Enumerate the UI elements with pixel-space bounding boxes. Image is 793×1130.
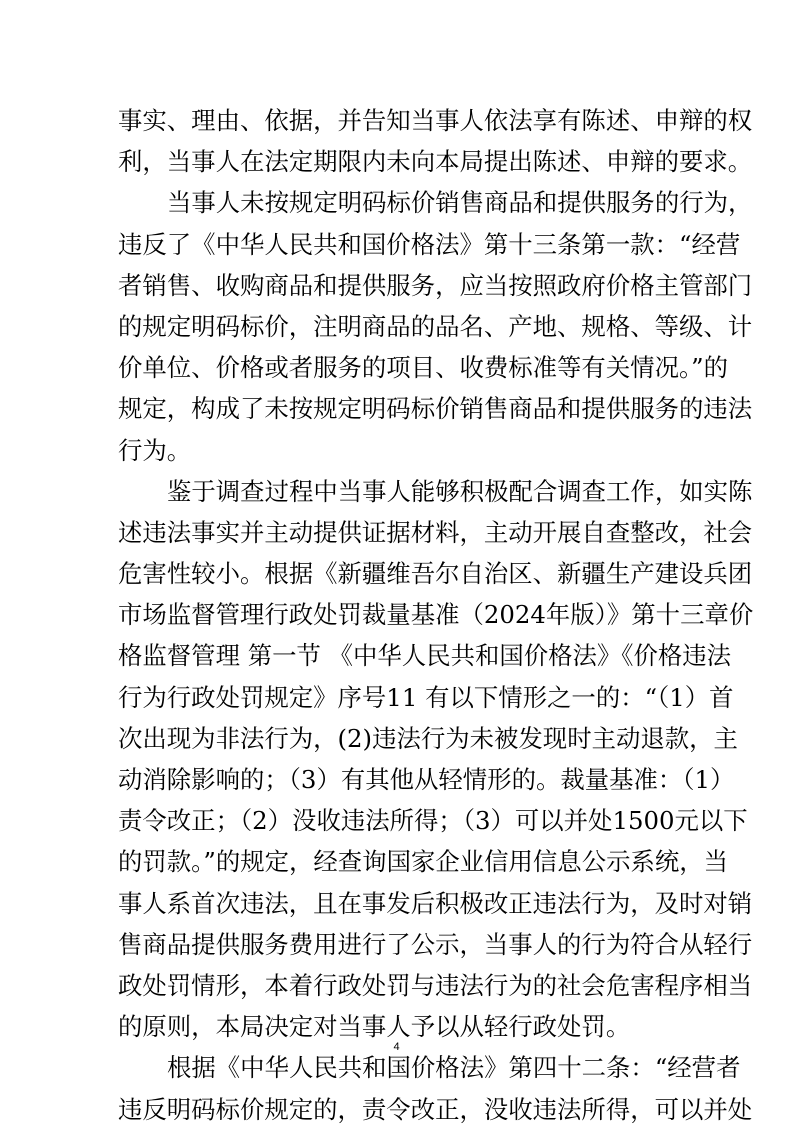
text-line: 事人系首次违法，且在事发后积极改正违法行为，及时对销	[118, 888, 753, 918]
text-line: 次出现为非法行为，(2)违法行为未被发现时主动退款，主	[118, 723, 738, 753]
text-line: 事实、理由、依据，并告知当事人依法享有陈述、申辩的权	[118, 106, 753, 135]
text-line: 价单位、价格或者服务的项目、收费标准等有关情况。”的	[118, 353, 729, 383]
text-line: 利，当事人在法定期限内未向本局提出陈述、申辩的要求。	[118, 147, 753, 177]
text-line: 行为。	[118, 435, 192, 465]
paragraph-4	[118, 1047, 753, 1129]
text-line: 违反了《中华人民共和国价格法》第十三条第一款：“经营	[118, 229, 741, 259]
paragraph-1	[118, 100, 753, 182]
text-line: 规定，构成了未按规定明码标价销售商品和提供服务的违法	[118, 394, 753, 424]
text-line: 者销售、收购商品和提供服务，应当按照政府价格主管部门	[118, 270, 753, 300]
text-line: 述违法事实并主动提供证据材料，主动开展自查整改，社会	[118, 517, 753, 547]
text-line: 责令改正；（2）没收违法所得；（3）可以并处1500元以下	[118, 806, 748, 836]
text-line: 根据《中华人民共和国价格法》第四十二条：“经营者	[167, 1053, 741, 1083]
text-line: 行为行政处罚规定》序号11 有以下情形之一的：“（1）首	[118, 682, 734, 712]
text-line: 的规定明码标价，注明商品的品名、产地、规格、等级、计	[118, 311, 753, 341]
text-line: 违反明码标价规定的，责令改正，没收违法所得，可以并处	[118, 1094, 753, 1124]
text-line: 动消除影响的；（3）有其他从轻情形的。裁量基准：（1）	[118, 765, 735, 794]
text-line: 政处罚情形，本着行政处罚与违法行为的社会危害程序相当	[118, 970, 753, 1000]
text-line: 格监督管理 第一节 《中华人民共和国价格法》《价格违法	[118, 641, 732, 671]
text-line: 鉴于调查过程中当事人能够积极配合调查工作，如实陈	[167, 476, 753, 506]
paragraph-2	[118, 182, 753, 470]
body-text	[118, 100, 754, 1130]
text-line: 危害性较小。根据《新疆维吾尔自治区、新疆生产建设兵团	[118, 559, 753, 589]
paragraph-3	[118, 471, 754, 1048]
text-line: 售商品提供服务费用进行了公示，当事人的行为符合从轻行	[118, 929, 753, 959]
text-line: 市场监督管理行政处罚裁量基准（2024年版）》第十三章价	[118, 600, 754, 630]
text-line: 的罚款。”的规定，经查询国家企业信用信息公示系统，当	[118, 847, 729, 877]
page-number: 4	[393, 1041, 400, 1053]
text-line: 的原则，本局决定对当事人予以从轻行政处罚。	[118, 1012, 631, 1042]
text-line: 当事人未按规定明码标价销售商品和提供服务的行为，	[167, 188, 753, 218]
